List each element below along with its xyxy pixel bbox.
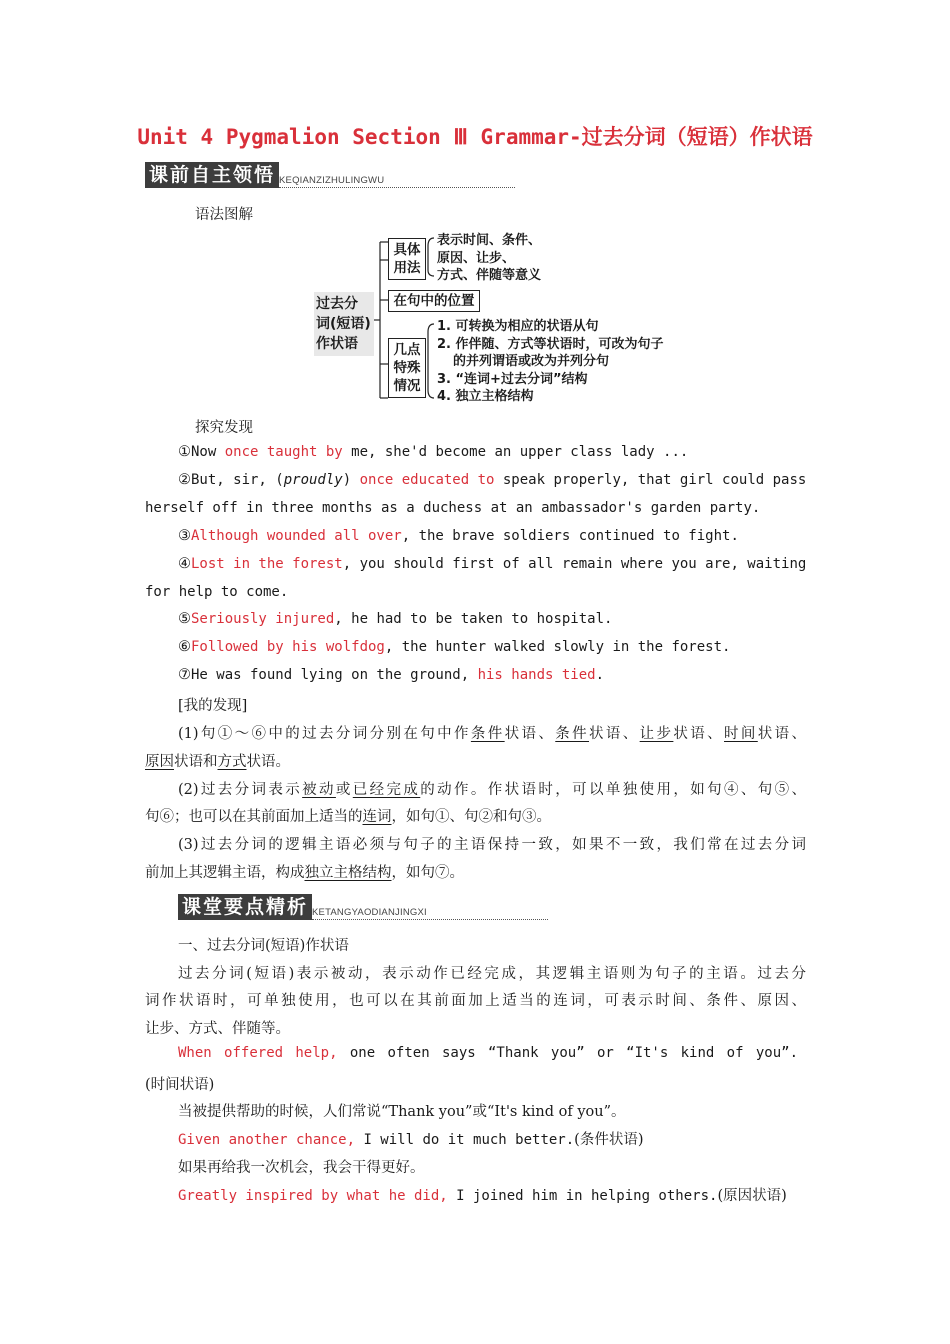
findings-heading: [我的发现] (178, 698, 248, 714)
finding-3-cont: 前加上其逻辑主语，构成独立主格结构，如句⑦。 (145, 865, 464, 881)
example-1-cn: 当被提供帮助的时候，人们常说“Thank you”或“It's kind of you”。 (178, 1104, 626, 1120)
section-banner: 课前自主领悟 (145, 162, 279, 188)
sentence-4-cont: for help to come. (145, 584, 289, 600)
sentence-2: ②But, sir, (proudly) once educated to speak properly, that girl could pass (178, 472, 807, 488)
page-title: Unit 4 Pygmalion Section Ⅲ Grammar-过去分词（短语）作状语 (137, 125, 813, 149)
sentence-3: ③Although wounded all over, the brave soldiers continued to fight. (178, 528, 739, 544)
diagram-box-position: 在句中的位置 (388, 290, 480, 312)
example-3: Greatly inspired by what he did, I joined him in helping others.(原因状语) (178, 1188, 787, 1204)
section-pinyin: KETANGYAODIANJINGXI (312, 907, 548, 920)
sentence-4: ④Lost in the forest, you should first of all remain where you are, waiting (178, 556, 807, 572)
sentence-6: ⑥Followed by his wolfdog, the hunter walked slowly in the forest. (178, 639, 731, 655)
example-1-tag: (时间状语) (145, 1077, 215, 1093)
example-2-cn: 如果再给我一次机会，我会干得更好。 (178, 1160, 425, 1176)
example-2: Given another chance, I will do it much better.(条件状语) (178, 1132, 644, 1148)
lesson-intro-3: 让步、方式、伴随等。 (145, 1021, 290, 1037)
sentence-5: ⑤Seriously injured, he had to be taken to hospital. (178, 611, 613, 627)
lesson-intro-1: 过去分词(短语)表示被动，表示动作已经完成，其逻辑主语则为句子的主语。过去分 (178, 966, 806, 982)
section-pinyin: KEQIANZIZHULINGWU (279, 175, 515, 188)
lesson-intro-2: 词作状语时，可单独使用，也可以在其前面加上适当的连词，可表示时间、条件、原因、 (145, 993, 806, 1009)
finding-1-cont: 原因状语和方式状语。 (145, 754, 290, 770)
finding-3: (3)过去分词的逻辑主语必须与句子的主语保持一致，如果不一致，我们常在过去分词 (178, 837, 806, 853)
sentence-7: ⑦He was found lying on the ground, his hands tied. (178, 667, 605, 683)
finding-2: (2)过去分词表示被动或已经完成的动作。作状语时，可以单独使用，如句④、句⑤、 (178, 782, 807, 798)
diagram-box-usage: 具体 用法 (388, 238, 426, 280)
diagram-box-special: 几点 特殊 情况 (388, 338, 426, 398)
example-1: When offered help, one often says “Thank you” or “It's kind of you”. (178, 1045, 799, 1061)
explore-heading: 探究发现 (195, 420, 253, 436)
grammar-diagram (300, 230, 700, 406)
sentence-2-cont: herself off in three months as a duchess at an ambassador's garden party. (145, 500, 761, 516)
finding-1: (1)句①～⑥中的过去分词分别在句中作条件状语、条件状语、让步状语、时间状语、 (178, 726, 807, 742)
lesson-heading: 一、过去分词(短语)作状语 (178, 938, 349, 954)
diagram-root: 过去分 词(短语) 作状语 (314, 292, 374, 356)
section-banner: 课堂要点精析 (178, 894, 312, 920)
section-header-preview (145, 162, 515, 188)
diagram-usage-items: 表示时间、条件、 原因、让步、 方式、伴随等意义 (437, 233, 542, 283)
diagram-heading: 语法图解 (195, 207, 253, 223)
diagram-special-items: 1. 可转换为相应的状语从句 2. 作伴随、方式等状语时，可改为句子 的并列谓语或改为并列分句 3. “连词+过去分词”结构 4. 独立主格结构 (437, 319, 664, 404)
sentence-1: ①Now once taught by me, she'd become an upper class lady ... (178, 444, 689, 460)
section-header-classroom (178, 894, 548, 920)
finding-2-cont: 句⑥；也可以在其前面加上适当的连词，如句①、句②和句③。 (145, 809, 551, 825)
